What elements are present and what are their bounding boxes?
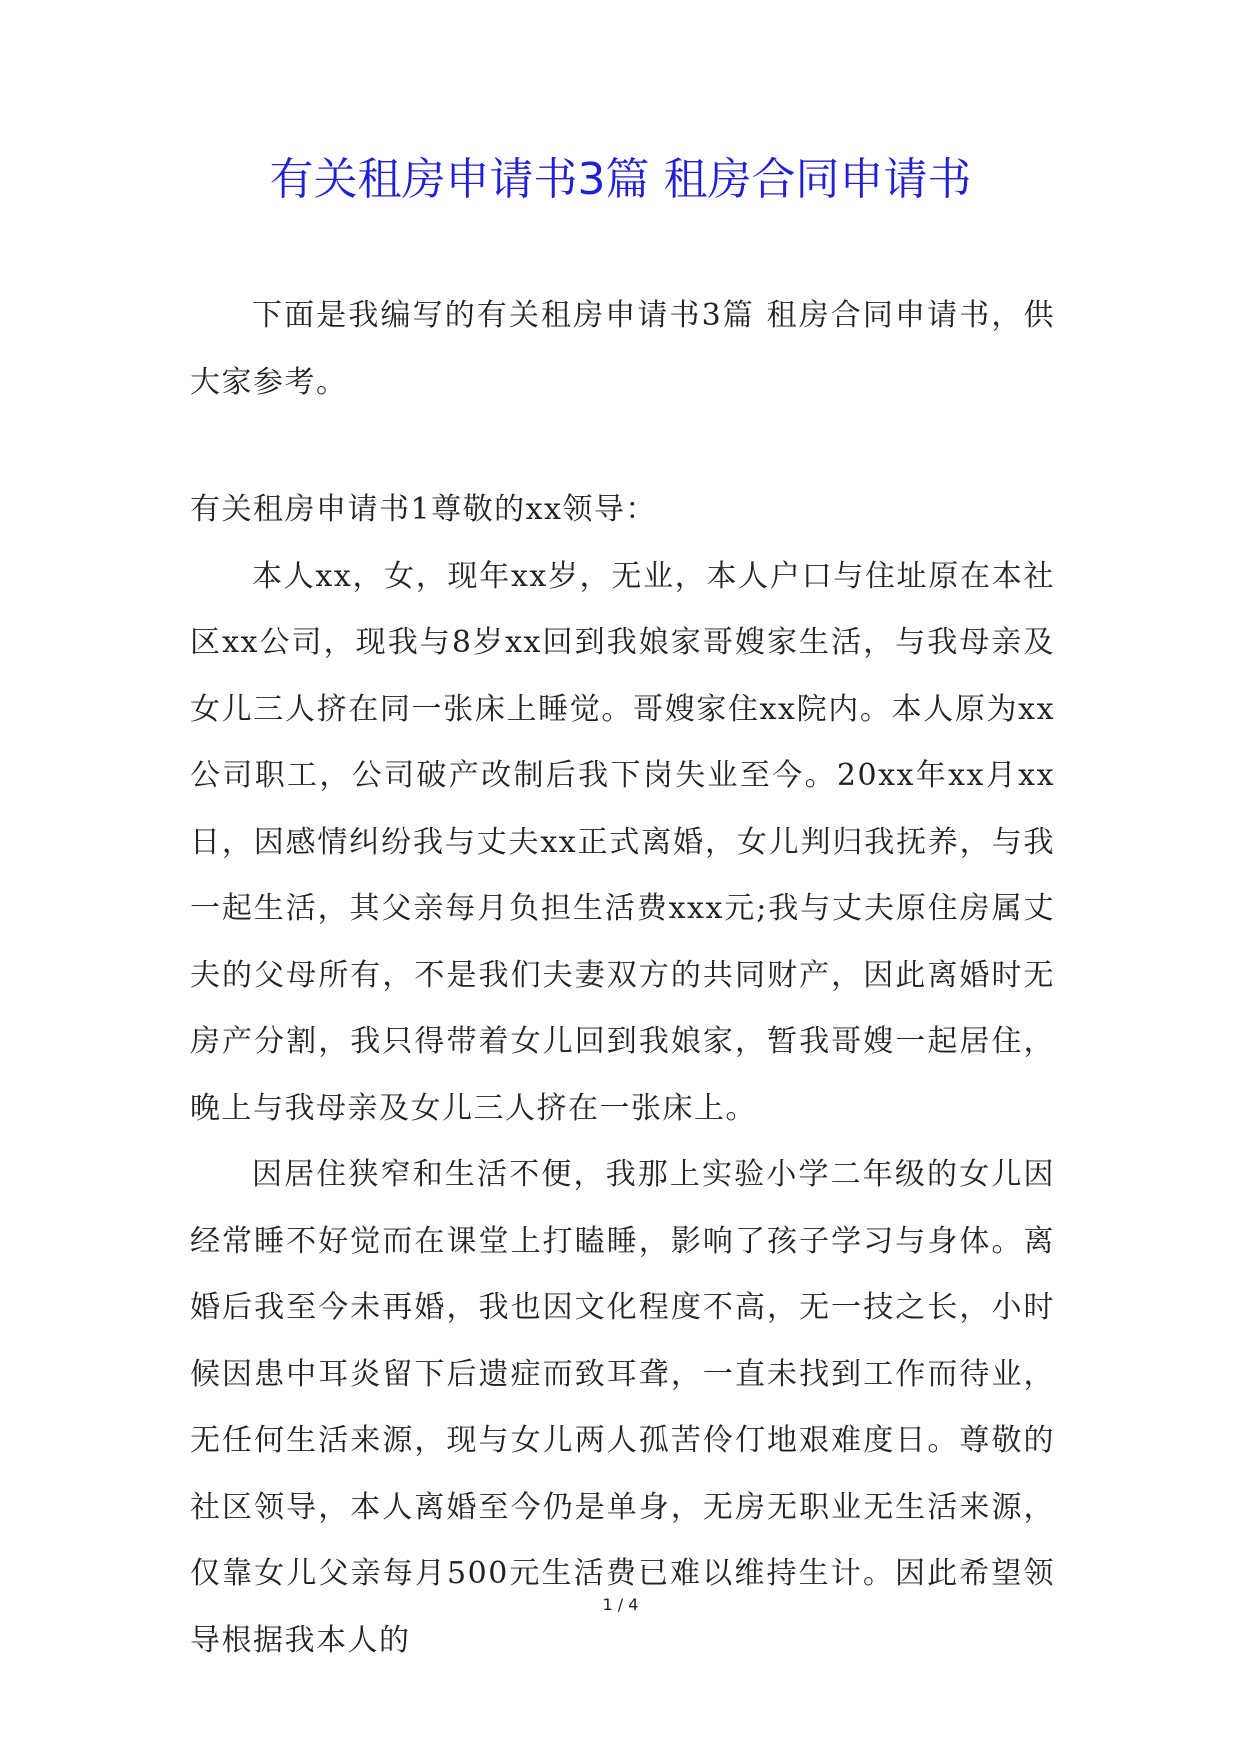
intro-text: 下面是我编写的有关租房申请书3篇 租房合同申请书，供大家参考。 [190,298,1055,400]
body-paragraph-2: 因居住狭窄和生活不便，我那上实验小学二年级的女儿因经常睡不好觉而在课堂上打瞌睡，影响了孩子学习与身体。离婚后我至今未再婚，我也因文化程度不高，无一技之长，小时候因患中耳炎留下后遗症而致耳聋，一直未找到工作而待业，无任何生活来源，现与女儿两人孤苦伶仃地艰难度日。尊敬的社区领导，本人离婚至今仍是单身，无房无职业无生活来源，仅靠女儿父亲每月500元生活费已难以维持生计。因此希望领导根据我本人的 [190,1157,1055,1658]
section-heading: 有关租房申请书1尊敬的xx领导： [190,492,657,527]
intro-paragraph [190,283,1055,416]
page-number: 1 / 4 [602,1595,639,1614]
body-paragraph-1: 本人xx，女，现年xx岁，无业，本人户口与住址原在本社区xx公司，现我与8岁xx回到我娘家哥嫂家生活，与我母亲及女儿三人挤在同一张床上睡觉。哥嫂家住xx院内。本人原为xx公司职工，公司破产改制后我下岗失业至今。20xx年xx月xx日，因感情纠纷我与丈夫xx正式离婚，女儿判归我抚养，与我一起生活，其父亲每月负担生活费xxx元;我与丈夫原住房属丈夫的父母所有，不是我们夫妻双方的共同财产，因此离婚时无房产分割，我只得带着女儿回到我娘家，暂我哥嫂一起居住，晚上与我母亲及女儿三人挤在一张床上。 [190,558,1055,1126]
letter-body [190,477,1055,1674]
document-title: 有关租房申请书3篇 租房合同申请书 [269,154,972,205]
